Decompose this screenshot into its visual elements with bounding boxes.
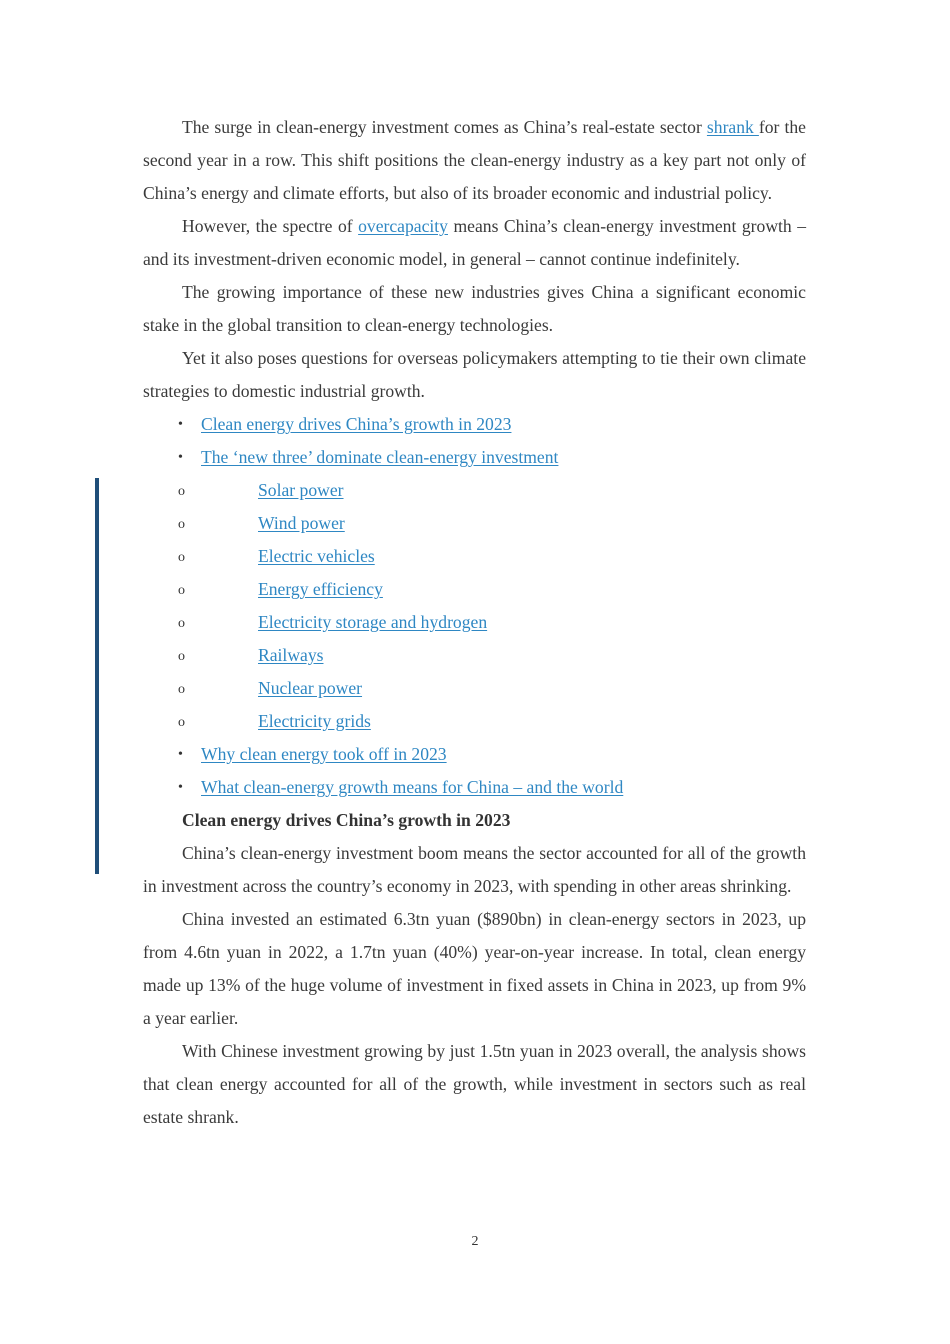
toc-item: [143, 639, 806, 672]
intro-paragraph-3: The growing importance of these new industries gives China a significant economic stake in the global transition to clean-energy technologies.: [143, 282, 806, 335]
toc-link-electric-vehicles[interactable]: Electric vehicles: [258, 546, 375, 566]
toc-link-wind-power[interactable]: Wind power: [258, 513, 345, 533]
circle-bullet-icon: o: [178, 616, 185, 631]
toc-link-electricity-grids[interactable]: Electricity grids: [258, 711, 371, 731]
circle-bullet-icon: o: [178, 649, 185, 664]
intro-p1-text-end: for the second year in a row. This shift positions the clean-energy industry as a key part not only of China’s energy and climate efforts, but also of its broader economic and industrial policy.: [143, 117, 806, 203]
toc-link-storage-hydrogen[interactable]: Electricity storage and hydrogen: [258, 612, 488, 632]
overcapacity-link[interactable]: overcapacity: [358, 216, 448, 236]
intro-p1-text: The surge in clean-energy investment comes as China’s real-estate sector: [182, 117, 707, 137]
toc-item: [143, 474, 806, 507]
toc-item: [143, 408, 806, 441]
bullet-icon: •: [178, 780, 183, 795]
toc-link-nuclear-power[interactable]: Nuclear power: [258, 678, 363, 698]
toc-item: [143, 507, 806, 540]
intro-paragraph-4: Yet it also poses questions for overseas policymakers attempting to tie their own climate strategies to domestic industrial growth.: [143, 348, 806, 401]
toc-item: [143, 573, 806, 606]
toc-link-solar-power[interactable]: Solar power: [258, 480, 344, 500]
intro-p2-text: However, the spectre of: [182, 216, 359, 236]
intro-paragraph-1: [143, 111, 806, 210]
bullet-icon: •: [178, 747, 183, 762]
toc-item: [143, 771, 806, 804]
circle-bullet-icon: o: [178, 715, 185, 730]
toc-link-energy-efficiency[interactable]: Energy efficiency: [258, 579, 383, 599]
bullet-icon: •: [178, 417, 183, 432]
intro-paragraph-2: [143, 210, 806, 276]
circle-bullet-icon: o: [178, 517, 185, 532]
section-heading: Clean energy drives China’s growth in 2023: [182, 810, 511, 830]
toc-item: [143, 705, 806, 738]
circle-bullet-icon: o: [178, 583, 185, 598]
section-paragraph-1: China’s clean-energy investment boom means the sector accounted for all of the growth in investment across the country’s economy in 2023, with spending in other areas shrinking.: [143, 843, 806, 896]
toc-item: [143, 738, 806, 771]
circle-bullet-icon: o: [178, 682, 185, 697]
toc-side-bar: [95, 478, 99, 874]
bullet-icon: •: [178, 450, 183, 465]
table-of-contents: [143, 408, 806, 804]
page-number: 2: [471, 1234, 479, 1249]
section-paragraph-2: China invested an estimated 6.3tn yuan ($890bn) in clean-energy sectors in 2023, up from 4.6tn yuan in 2022, a 1.7tn yuan (40%) year-on-year increase. In total, clean energy made up 13% of the huge volume of investment in fixed assets in China in 2023, up from 9% a year earlier.: [143, 909, 806, 1028]
toc-item: [143, 540, 806, 573]
toc-link-new-three[interactable]: The ‘new three’ dominate clean-energy investment: [201, 447, 559, 467]
shrank-link[interactable]: shrank: [706, 117, 759, 137]
toc-item: [143, 606, 806, 639]
intro-p2-text-end: means China’s clean-energy investment growth – and its investment-driven economic model, in general – cannot continue indefinitely.: [143, 216, 806, 269]
section-paragraph-3: With Chinese investment growing by just 1.5tn yuan in 2023 overall, the analysis shows that clean energy accounted for all of the growth, while investment in sectors such as real estate shrank.: [143, 1041, 806, 1127]
toc-link-what-growth-means[interactable]: What clean-energy growth means for China – and the world: [201, 777, 624, 797]
circle-bullet-icon: o: [178, 484, 185, 499]
toc-item: [143, 441, 806, 474]
toc-link-why-took-off[interactable]: Why clean energy took off in 2023: [201, 744, 447, 764]
circle-bullet-icon: o: [178, 550, 185, 565]
toc-link-railways[interactable]: Railways: [258, 645, 324, 665]
document-page: [143, 111, 806, 1134]
toc-item: [143, 672, 806, 705]
toc-link-clean-energy-growth[interactable]: Clean energy drives China’s growth in 2023: [201, 414, 512, 434]
